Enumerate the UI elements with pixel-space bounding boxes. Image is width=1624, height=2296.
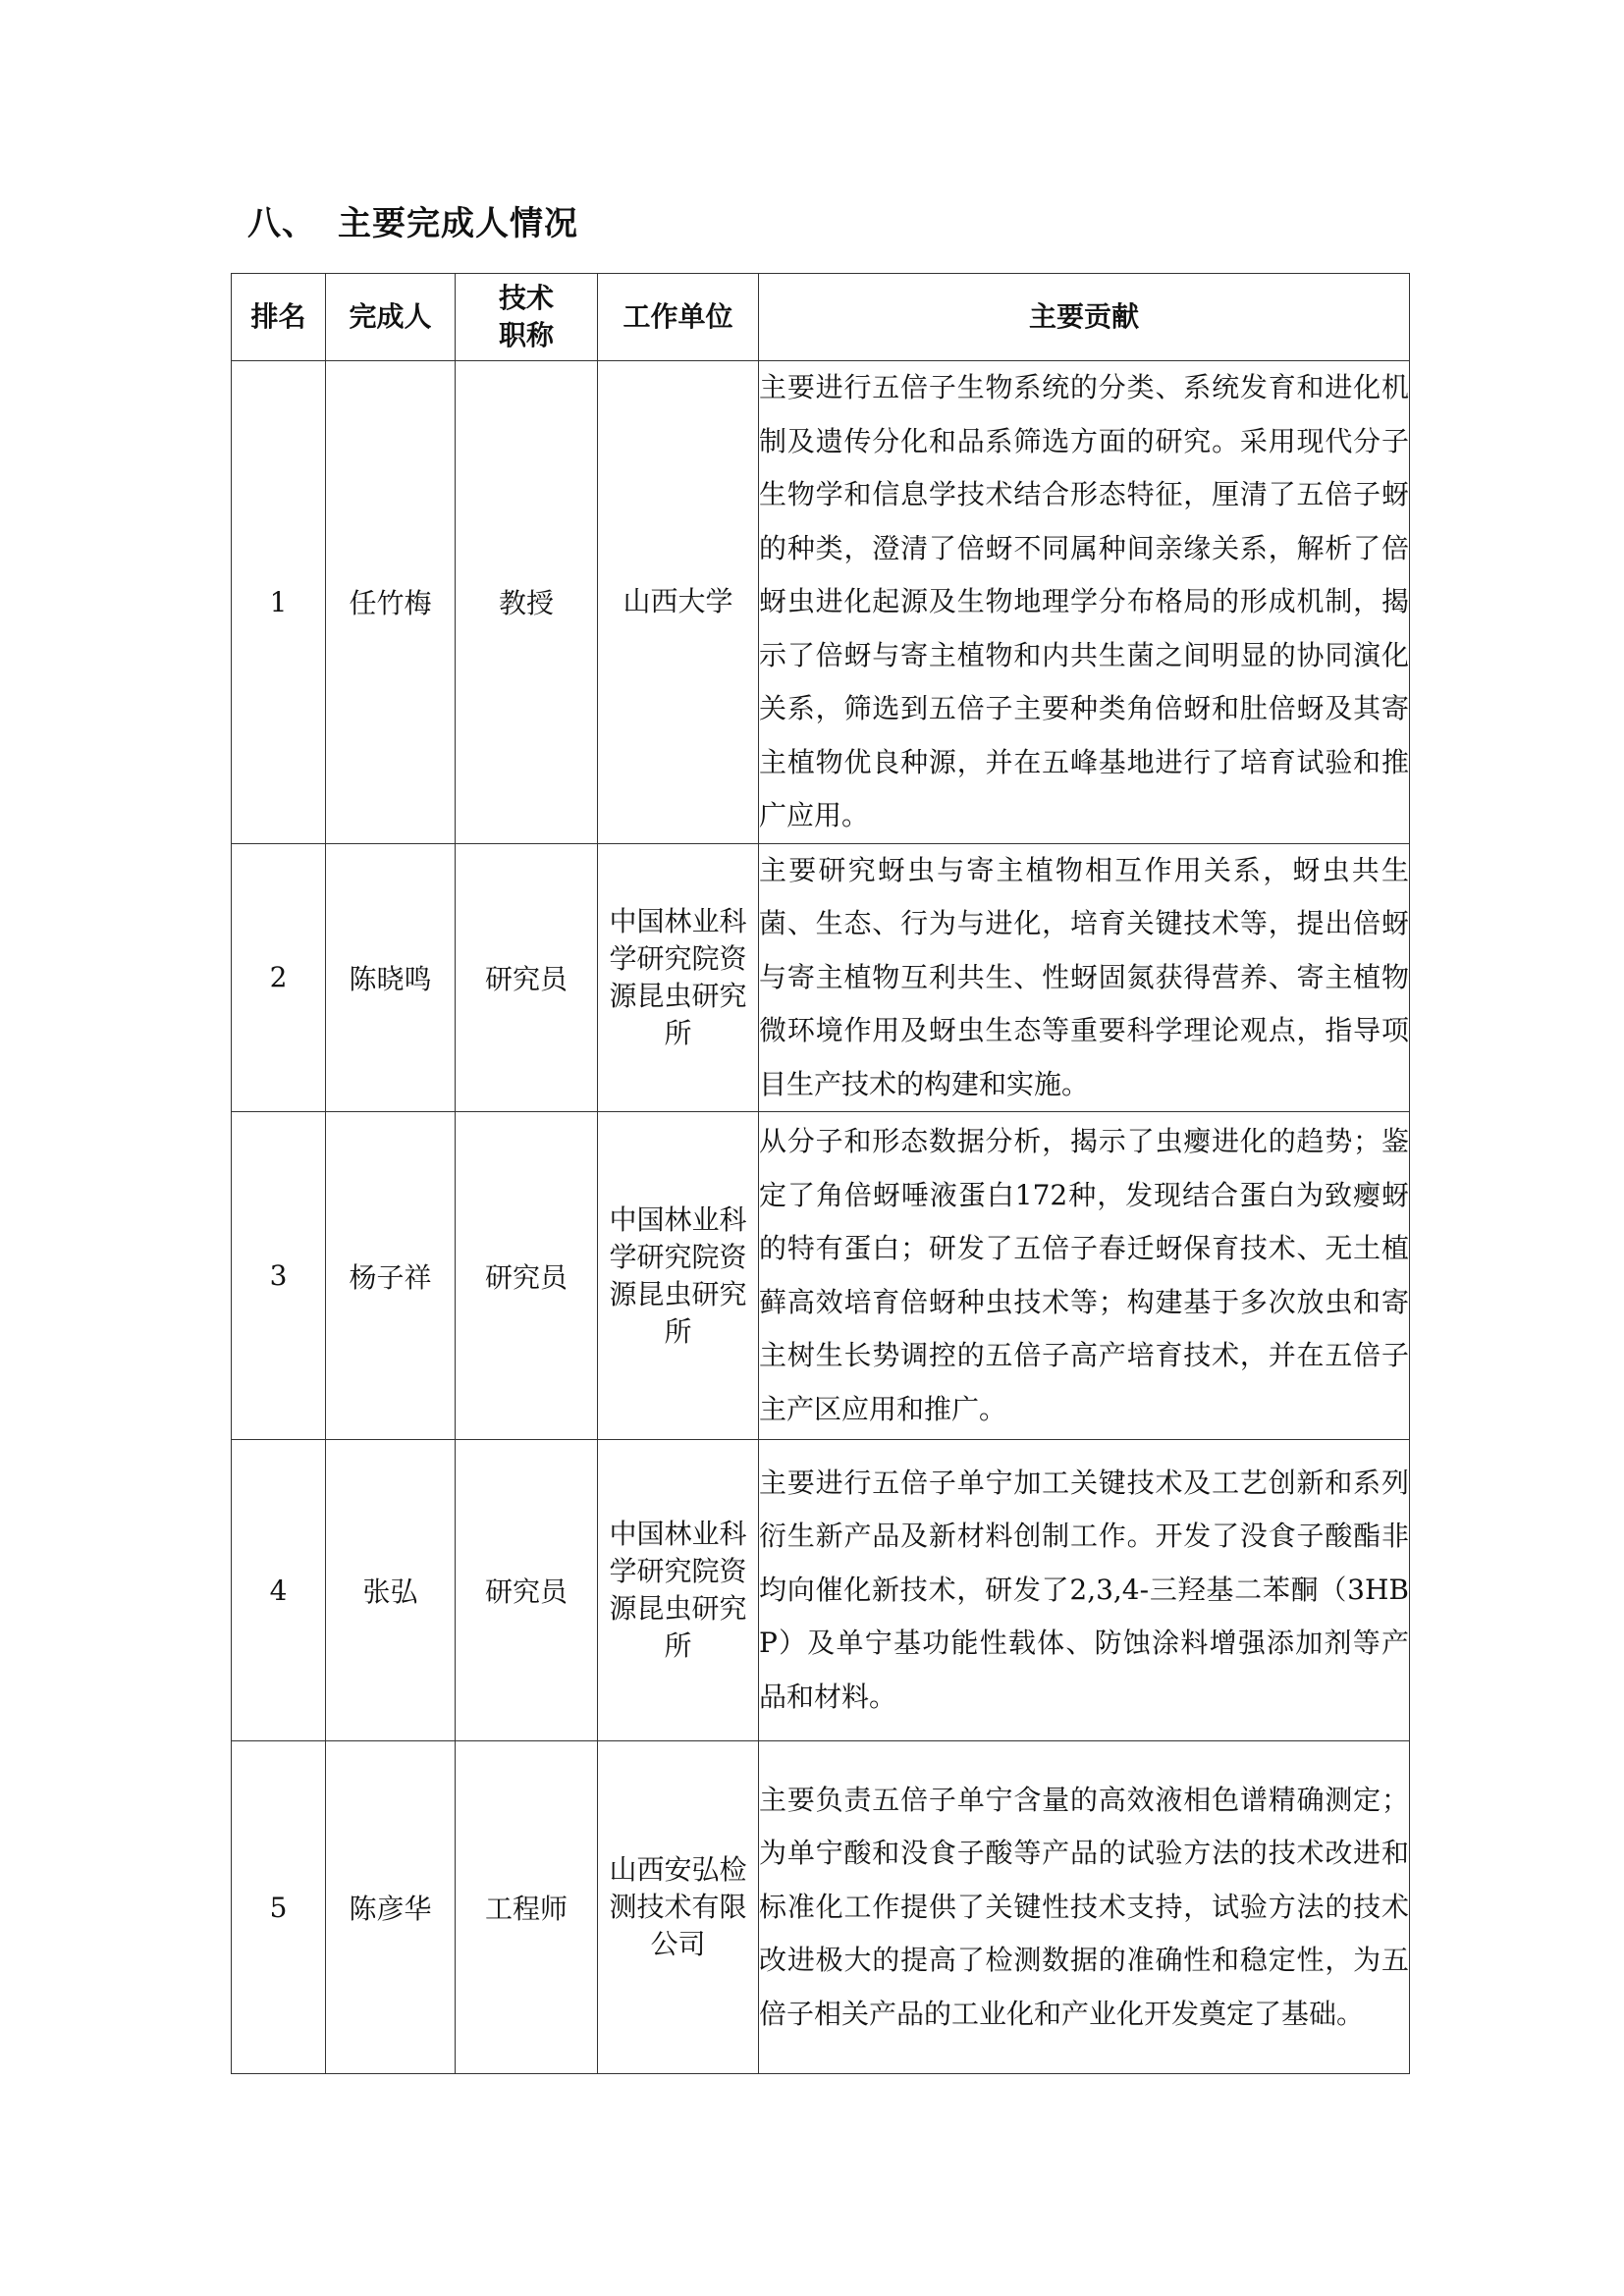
cell-contribution: 主要负责五倍子单宁含量的高效液相色谱精确测定；为单宁酸和没食子酸等产品的试验方法的技术改进和标准化工作提供了关键性技术支持，试验方法的技术改进极大的提高了检测数据的准确性和稳定性，为五倍子相关产品的工业化和产业化开发奠定了基础。 — [759, 1741, 1410, 2074]
cell-unit: 中国林业科学研究院资源昆虫研究所 — [598, 1112, 759, 1440]
cell-title: 教授 — [456, 361, 598, 844]
section-title — [247, 196, 578, 244]
cell-title: 研究员 — [456, 1440, 598, 1741]
header-title-text: 技术职称 — [498, 282, 554, 351]
table-row — [232, 361, 1410, 844]
table-header-row — [232, 274, 1410, 361]
cell-rank: 2 — [232, 843, 326, 1112]
personnel-table — [231, 273, 1410, 2074]
cell-title: 工程师 — [456, 1741, 598, 2074]
section-number: 八、 — [247, 204, 316, 243]
cell-rank: 1 — [232, 361, 326, 844]
cell-unit: 中国林业科学研究院资源昆虫研究所 — [598, 843, 759, 1112]
table-row — [232, 1440, 1410, 1741]
cell-unit: 山西大学 — [598, 361, 759, 844]
cell-contribution: 主要研究蚜虫与寄主植物相互作用关系，蚜虫共生菌、生态、行为与进化，培育关键技术等，提出倍蚜与寄主植物互利共生、性蚜固氮获得营养、寄主植物微环境作用及蚜虫生态等重要科学理论观点，指导项目生产技术的构建和实施。 — [759, 843, 1410, 1112]
table-row — [232, 1112, 1410, 1440]
cell-unit: 中国林业科学研究院资源昆虫研究所 — [598, 1440, 759, 1741]
cell-unit: 山西安弘检测技术有限公司 — [598, 1741, 759, 2074]
cell-contribution: 从分子和形态数据分析，揭示了虫瘿进化的趋势；鉴定了角倍蚜唾液蛋白172种，发现结合蛋白为致瘿蚜的特有蛋白；研发了五倍子春迁蚜保育技术、无土植藓高效培育倍蚜种虫技术等；构建基于多次放虫和寄主树生长势调控的五倍子高产培育技术，并在五倍子主产区应用和推广。 — [759, 1112, 1410, 1440]
header-name: 完成人 — [326, 274, 456, 361]
cell-rank: 3 — [232, 1112, 326, 1440]
cell-name: 任竹梅 — [326, 361, 456, 844]
cell-name: 陈晓鸣 — [326, 843, 456, 1112]
header-rank: 排名 — [232, 274, 326, 361]
header-unit: 工作单位 — [598, 274, 759, 361]
header-contribution: 主要贡献 — [759, 274, 1410, 361]
cell-name: 杨子祥 — [326, 1112, 456, 1440]
cell-contribution: 主要进行五倍子单宁加工关键技术及工艺创新和系列衍生新产品及新材料创制工作。开发了没食子酸酯非均向催化新技术，研发了2,3,4-三羟基二苯酮（3HBP）及单宁基功能性载体、防蚀涂料增强添加剂等产品和材料。 — [759, 1440, 1410, 1741]
cell-contribution: 主要进行五倍子生物系统的分类、系统发育和进化机制及遗传分化和品系筛选方面的研究。采用现代分子生物学和信息学技术结合形态特征，厘清了五倍子蚜的种类，澄清了倍蚜不同属种间亲缘关系，解析了倍蚜虫进化起源及生物地理学分布格局的形成机制，揭示了倍蚜与寄主植物和内共生菌之间明显的协同演化关系，筛选到五倍子主要种类角倍蚜和肚倍蚜及其寄主植物优良种源，并在五峰基地进行了培育试验和推广应用。 — [759, 361, 1410, 844]
cell-name: 张弘 — [326, 1440, 456, 1741]
header-title — [456, 274, 598, 361]
cell-title: 研究员 — [456, 1112, 598, 1440]
cell-name: 陈彦华 — [326, 1741, 456, 2074]
section-heading: 主要完成人情况 — [338, 204, 578, 243]
table-row — [232, 843, 1410, 1112]
cell-rank: 4 — [232, 1440, 326, 1741]
cell-rank: 5 — [232, 1741, 326, 2074]
table-row — [232, 1741, 1410, 2074]
cell-title: 研究员 — [456, 843, 598, 1112]
